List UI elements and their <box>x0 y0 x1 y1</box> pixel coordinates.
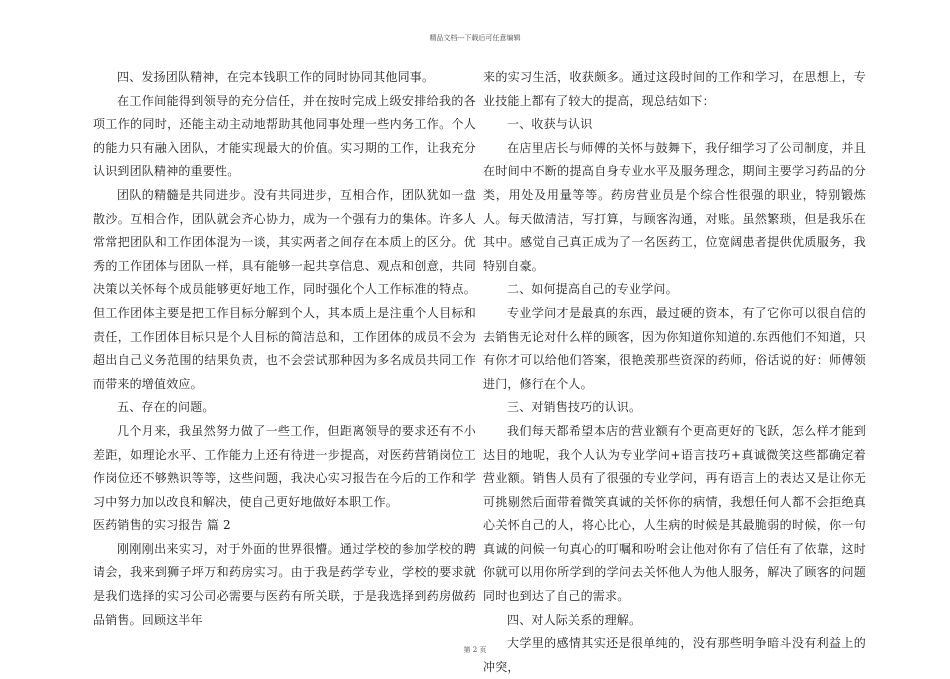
body-paragraph: 刚刚刚出来实习，对于外面的世界很懵。通过学校的参加学校的聘请会，我来到狮子坪万和药房实习。由于我是药学专业，学校的要求就是我们选择的实习公司必需要与医药有所关联，于是我选择到药房做药品销售。回顾这半年 <box>93 541 476 627</box>
body-paragraph: 在工作间能得到领导的充分信任，并在按时完成上级安排给我的各项工作的同时，还能主动主动地帮助其他同事处理一些内务工作。个人的能力只有融入团队，才能实现最大的价值。实习期的工作，让我充分认识到团队精神的重要性。 <box>93 93 476 179</box>
body-paragraph: 专业学问才是最真的东西，最过硬的资本，有了它你可以很自信的去销售无论对什么样的顾客，因为你知道你知道的.东西他们不知道，只有你才可以给他们答案，很艳羡那些资深的药师，俗话说的好：师傅领进门，修行在个人。 <box>483 305 866 391</box>
section-heading: 二、如何提高自己的专业学问。 <box>507 282 678 297</box>
page-number: 第 2 页 <box>463 646 487 654</box>
report-title: 医药销售的实习报告 篇 2 <box>93 518 231 533</box>
body-paragraph: 几个月来，我虽然努力做了一些工作，但距离领导的要求还有不小差距，如理论水平、工作能力上还有待进一步提高，对医药营销岗位工作岗位还不够熟识等等，这些问题，我决心实习报告在今后的工作和学习中努力加以改良和解决，使自己更好地做好本职工作。 <box>93 423 476 509</box>
body-paragraph: 我们每天都希望本店的营业额有个更高更好的飞跃，怎么样才能到达目的地呢，我个人认为专业学问+语言技巧+真诚微笑这些都确定着营业额。销售人员有了很强的专业学问，再有语言上的表达又是让你无可挑剔然后面带着微笑真诚的关怀你的病情，我想任何人都不会拒绝真心关怀自己的人，将心比心，人生病的时候是其最脆弱的时候，你一句真诚的问候一句真心的叮嘱和吩咐会让他对你有了信任有了依靠，这时你就可以用你所学到的学问去关怀他人为他人服务，解决了顾客的问题同时也到达了自己的需求。 <box>483 423 866 604</box>
section-heading: 五、存在的问题。 <box>117 400 215 415</box>
section-heading: 三、对销售技巧的认识。 <box>507 400 642 415</box>
body-paragraph: 来的实习生活，收获颇多。通过这段时间的工作和学习，在思想上，专业技能上都有了较大的提高，现总结如下： <box>483 70 866 108</box>
body-paragraph: 大学里的感情其实还是很单纯的，没有那些明争暗斗没有利益上的冲突， <box>483 636 866 674</box>
section-heading: 四、发扬团队精神，在完本钱职工作的同时协同其他同事。 <box>117 70 435 84</box>
right-text-column <box>483 66 866 679</box>
body-paragraph: 团队的精髓是共同进步。没有共同进步，互相合作，团队犹如一盘散沙。互相合作，团队就会齐心协力，成为一个强有力的集体。许多人常常把团队和工作团体混为一谈，其实两者之间存在本质上的区分。优秀的工作团体与团队一样，具有能够一起共享信息、观点和创意，共同决策以关怀每个成员能够更好地工作，同时强化个人工作标准的特点。但工作团体主要是把工作目标分解到个人，其本质上是注重个人目标和责任，工作团体目标只是个人目标的简洁总和，工作团体的成员不会为超出自己义务范围的结果负责，也不会尝试那种因为多名成员共同工作而带来的增值效应。 <box>93 187 476 391</box>
body-paragraph: 在店里店长与师傅的关怀与鼓舞下，我仔细学习了公司制度，并且在时间中不断的提高自身专业水平及服务理念，期间主要学习药品的分类，用处及用量等等。药房营业员是个综合性很强的职业，特别锻炼人。每天做清洁，写打算，与顾客沟通，对账。虽然繁琐，但是我乐在其中。感觉自己真正成为了一名医药工，位宽阔患者提供优质服务，我特别自豪。 <box>483 140 866 273</box>
section-heading: 一、收获与认识 <box>507 117 593 132</box>
page-header: 精品文档---下载后可任意编辑 <box>429 34 521 42</box>
left-text-column <box>93 66 476 632</box>
section-heading: 四、对人际关系的理解。 <box>507 612 642 627</box>
